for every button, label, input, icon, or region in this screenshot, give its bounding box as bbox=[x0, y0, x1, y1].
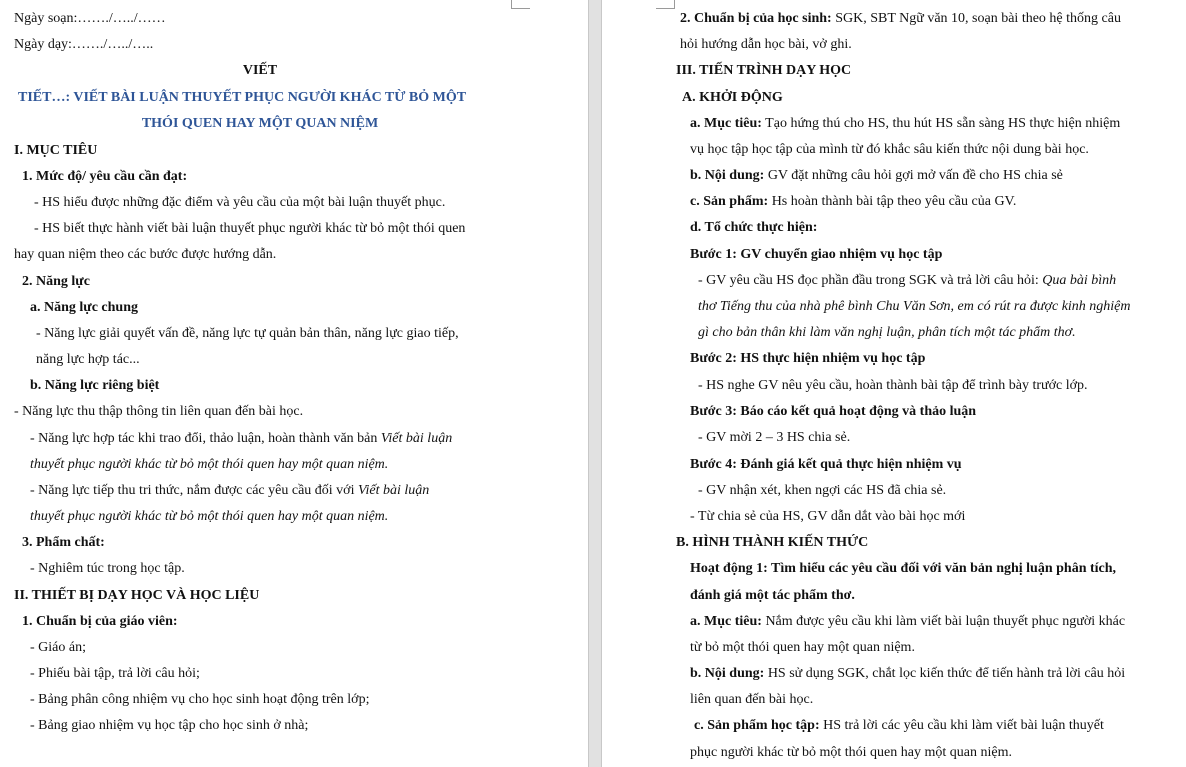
muc-do-item-1: - HS hiểu được những đặc điểm và yêu cầu của một bài luận thuyết phục. bbox=[34, 195, 446, 210]
kd-noi-dung bbox=[690, 167, 1063, 184]
nang-luc-rieng-item-3 bbox=[30, 482, 429, 499]
kd-buoc-4-text: - GV nhận xét, khen ngợi các HS đã chia sẻ. bbox=[698, 483, 947, 498]
heading-thiet-bi: II. THIẾT BỊ DẠY HỌC VÀ HỌC LIỆU bbox=[14, 588, 260, 603]
hd1-title: Hoạt động 1: Tìm hiểu các yêu cầu đối với văn bản nghị luận phân tích, bbox=[690, 561, 1117, 576]
document-page-right bbox=[602, 0, 1186, 767]
heading-muc-do: 1. Mức độ/ yêu cầu cần đạt: bbox=[22, 169, 188, 184]
kd-buoc-2: Bước 2: HS thực hiện nhiệm vụ học tập bbox=[690, 351, 926, 366]
muc-do-item-2-cont: hay quan niệm theo các bước được hướng dẫn. bbox=[14, 247, 277, 262]
heading-pham-chat: 3. Phẩm chất: bbox=[22, 535, 105, 550]
text-span: - GV yêu cầu HS đọc phần đầu trong SGK và trả lời câu hỏi: bbox=[698, 273, 1043, 288]
italic-span: Qua bài bình bbox=[1042, 273, 1117, 288]
hd1-noi-dung-cont: liên quan đến bài học. bbox=[690, 692, 814, 707]
kd-buoc-1-question-cont: gì cho bản thân khi làm văn nghị luận, phân tích một tác phẩm thơ. bbox=[698, 325, 1076, 340]
section-viet: VIẾT bbox=[242, 63, 278, 78]
kd-san-pham bbox=[690, 193, 1016, 210]
hd1-san-pham-cont: phục người khác từ bỏ một thói quen hay một quan niệm. bbox=[690, 745, 1012, 760]
kd-to-chuc: d. Tổ chức thực hiện: bbox=[690, 220, 818, 235]
kd-buoc-3-text: - GV mời 2 – 3 HS chia sẻ. bbox=[698, 430, 851, 445]
heading-nang-luc: 2. Năng lực bbox=[22, 274, 90, 289]
hd1-title-cont: đánh giá một tác phẩm thơ. bbox=[690, 588, 855, 603]
kd-buoc-1-question: thơ Tiếng thu của nhà phê bình Chu Văn Sơn, em có rút ra được kinh nghiệm bbox=[698, 299, 1131, 314]
ngay-day: Ngày dạy:……./…../….. bbox=[14, 37, 154, 52]
label-span: a. Mục tiêu: bbox=[690, 614, 762, 629]
kd-buoc-1: Bước 1: GV chuyển giao nhiệm vụ học tập bbox=[690, 247, 943, 262]
page-gap bbox=[588, 0, 602, 767]
heading-nang-luc-rieng: b. Năng lực riêng biệt bbox=[30, 378, 160, 393]
hd1-noi-dung bbox=[690, 665, 1125, 682]
hd1-muc-tieu-cont: từ bỏ một thói quen hay một quan niệm. bbox=[690, 640, 915, 655]
kd-buoc-3: Bước 3: Báo cáo kết quả hoạt động và thảo luận bbox=[690, 404, 977, 419]
chuan-bi-hs bbox=[680, 10, 1121, 27]
nang-luc-rieng-item-3-cont: thuyết phục người khác từ bỏ một thói quen hay một quan niệm. bbox=[30, 509, 389, 524]
nang-luc-rieng-item-1: - Năng lực thu thập thông tin liên quan đến bài học. bbox=[14, 404, 304, 419]
chuan-bi-hs-cont: hỏi hướng dẫn học bài, vở ghi. bbox=[680, 37, 852, 52]
kd-buoc-1-text bbox=[698, 272, 1116, 289]
hd1-san-pham bbox=[694, 717, 1104, 734]
label-span: c. Sản phẩm học tập: bbox=[694, 718, 820, 733]
label-span: c. Sản phẩm: bbox=[690, 194, 769, 209]
kd-buoc-4: Bước 4: Đánh giá kết quả thực hiện nhiệm vụ bbox=[690, 457, 962, 472]
text-span: GV đặt những câu hỏi gợi mở vấn đề cho HS chia sẻ bbox=[764, 168, 1063, 183]
ngay-soan: Ngày soạn:……./…../…… bbox=[14, 11, 166, 26]
lesson-title-line2: THÓI QUEN HAY MỘT QUAN NIỆM bbox=[141, 116, 379, 131]
lesson-title-line1: TIẾT…: VIẾT BÀI LUẬN THUYẾT PHỤC NGƯỜI KHÁC TỪ BỎ MỘT bbox=[18, 90, 467, 105]
gv-item-2: - Phiếu bài tập, trả lời câu hỏi; bbox=[30, 666, 200, 681]
nang-luc-rieng-item-2-cont: thuyết phục người khác từ bỏ một thói quen hay một quan niệm. bbox=[30, 457, 389, 472]
label-span: a. Mục tiêu: bbox=[690, 116, 762, 131]
heading-nang-luc-chung: a. Năng lực chung bbox=[30, 300, 138, 315]
kd-buoc-2-text: - HS nghe GV nêu yêu cầu, hoàn thành bài tập để trình bày trước lớp. bbox=[698, 378, 1088, 393]
kd-muc-tieu-cont: vụ học tập học tập của mình từ đó khắc sâu kiến thức nội dung bài học. bbox=[690, 142, 1089, 157]
text-span: HS trả lời các yêu cầu khi làm viết bài luận thuyết bbox=[819, 718, 1104, 733]
document-page-left bbox=[0, 0, 588, 767]
label-span: b. Nội dung: bbox=[690, 168, 765, 183]
nang-luc-chung-item: - Năng lực giải quyết vấn đề, năng lực tự quản bản thân, năng lực giao tiếp, bbox=[36, 326, 459, 341]
text-span: Hs hoàn thành bài tập theo yêu cầu của GV. bbox=[768, 194, 1017, 209]
pham-chat-item: - Nghiêm túc trong học tập. bbox=[30, 561, 185, 576]
muc-do-item-2: - HS biết thực hành viết bài luận thuyết phục người khác từ bỏ một thói quen bbox=[34, 221, 466, 236]
heading-hinh-thanh: B. HÌNH THÀNH KIẾN THỨC bbox=[676, 535, 869, 550]
gv-item-1: - Giáo án; bbox=[30, 640, 86, 655]
label-span: 2. Chuẩn bị của học sinh: bbox=[680, 11, 832, 26]
hd1-muc-tieu bbox=[690, 613, 1125, 630]
gv-item-4: - Bảng giao nhiệm vụ học tập cho học sinh ở nhà; bbox=[30, 718, 309, 733]
page-corner-marker bbox=[511, 0, 530, 9]
nang-luc-chung-item-cont: năng lực hợp tác... bbox=[36, 352, 140, 367]
gv-item-3: - Bảng phân công nhiệm vụ cho học sinh hoạt động trên lớp; bbox=[30, 692, 370, 707]
italic-span: Viết bài luận bbox=[357, 483, 430, 498]
text-span: - Năng lực tiếp thu tri thức, nắm được các yêu cầu đối với bbox=[30, 483, 358, 498]
kd-tu-chia-se: - Từ chia sẻ của HS, GV dẫn dắt vào bài học mới bbox=[690, 509, 966, 524]
heading-khoi-dong: A. KHỞI ĐỘNG bbox=[682, 90, 783, 105]
kd-muc-tieu bbox=[690, 115, 1120, 132]
text-span: - Năng lực hợp tác khi trao đổi, thảo luận, hoàn thành văn bản bbox=[30, 431, 381, 446]
page-corner-marker bbox=[656, 0, 675, 9]
text-span: Tạo hứng thú cho HS, thu hút HS sẵn sàng HS thực hiện nhiệm bbox=[761, 116, 1121, 131]
label-span: b. Nội dung: bbox=[690, 666, 765, 681]
text-span: SGK, SBT Ngữ văn 10, soạn bài theo hệ thống câu bbox=[831, 11, 1121, 26]
nang-luc-rieng-item-2 bbox=[30, 430, 452, 447]
heading-muc-tieu: I. MỤC TIÊU bbox=[14, 143, 98, 158]
italic-span: Viết bài luận bbox=[380, 431, 453, 446]
text-span: HS sử dụng SGK, chắt lọc kiến thức để tiến hành trả lời câu hỏi bbox=[764, 666, 1126, 681]
heading-tien-trinh: III. TIẾN TRÌNH DẠY HỌC bbox=[676, 63, 852, 78]
heading-chuan-bi-gv: 1. Chuẩn bị của giáo viên: bbox=[22, 614, 178, 629]
text-span: Nắm được yêu cầu khi làm viết bài luận thuyết phục người khác bbox=[761, 614, 1126, 629]
